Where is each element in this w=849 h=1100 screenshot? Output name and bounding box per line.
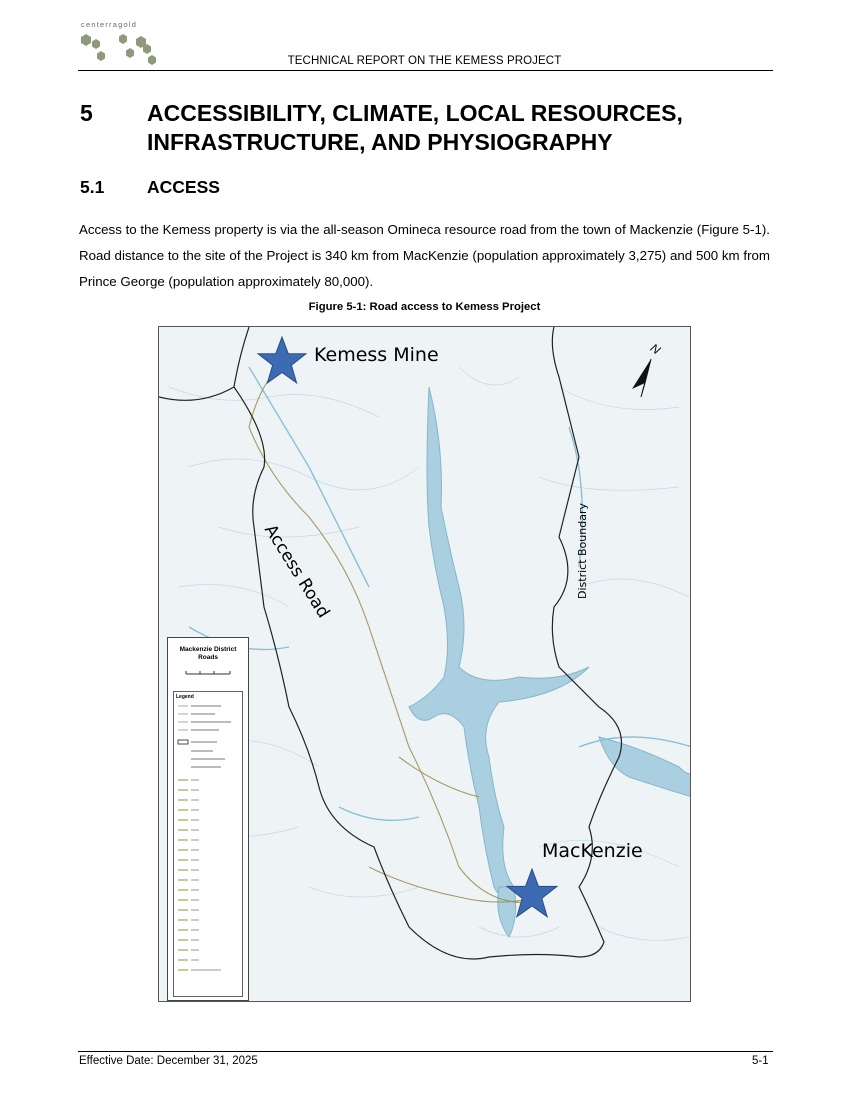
chapter-title: ACCESSIBILITY, CLIMATE, LOCAL RESOURCES, INFRASTRUCTURE, AND PHYSIOGRAPHY	[147, 100, 683, 155]
north-label: N	[647, 340, 663, 358]
road-access-map	[158, 326, 691, 1002]
chapter-number: 5	[80, 100, 93, 126]
legend-scale-bar	[168, 662, 248, 682]
legend-entries-graphic	[176, 700, 242, 988]
kemess-mine-label: Kemess Mine	[314, 344, 439, 366]
section-title: ACCESS	[147, 177, 220, 197]
legend-inner-box	[173, 691, 243, 997]
legend-title-line2: Roads	[198, 654, 218, 661]
figure-caption: Figure 5-1: Road access to Kemess Project	[308, 301, 541, 313]
map-legend-box	[167, 637, 249, 1001]
footer-rule	[78, 1051, 773, 1052]
section-number: 5.1	[80, 177, 105, 197]
footer-page-number: 5-1	[752, 1055, 769, 1067]
legend-heading: Legend	[176, 694, 194, 700]
district-boundary-label: District Boundary	[576, 503, 589, 599]
logo-wordmark: centerragold	[81, 20, 138, 29]
access-road-label: Access Road	[260, 521, 334, 622]
running-header-title: TECHNICAL REPORT ON THE KEMESS PROJECT	[287, 55, 562, 67]
kemess-mine-star-icon	[256, 335, 308, 387]
legend-title-line1: Mackenzie District	[179, 646, 237, 653]
body-paragraph: Access to the Kemess property is via the all-season Omineca resource road from the town of Mackenzie (Figure 5-1). Road distance to the site of the Project is 340 km from MacKenzie (population approximately 3,275) and 500 km from Prince George (population approximately 80,000).	[79, 222, 770, 289]
header-rule	[78, 70, 773, 71]
mackenzie-star-icon	[505, 867, 559, 921]
footer-effective-date: Effective Date: December 31, 2025	[79, 1055, 258, 1067]
north-arrow-icon	[629, 357, 659, 399]
mackenzie-label: MacKenzie	[542, 840, 643, 862]
